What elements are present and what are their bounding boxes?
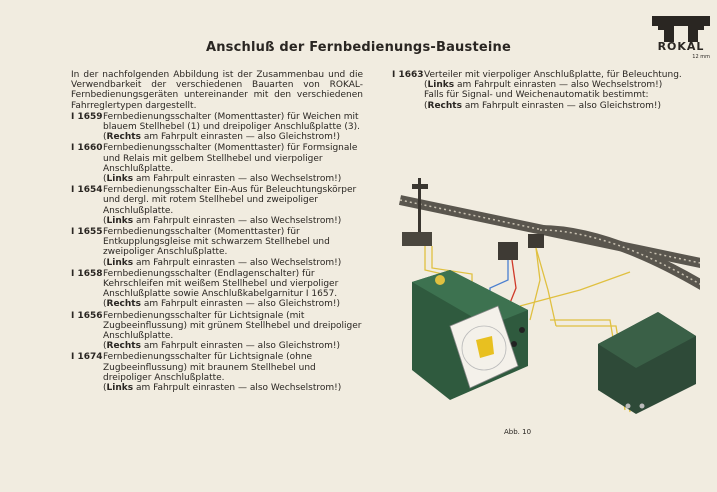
item-note-2: (Rechts am Fahrpult einrasten — also Gleichstrom!)	[424, 100, 662, 111]
signal-icon	[402, 178, 432, 246]
note-rest: am Fahrpult einrasten — also Wechselstrom!)	[454, 80, 663, 91]
item-text: Verteiler mit vierpoliger Anschlußplatte, für Beleuchtung.	[424, 70, 682, 80]
note-rest: am Fahrpult einrasten — also Wechselstrom!)	[133, 174, 342, 185]
item-text: Fernbedienungsschalter (Endlagenschalter) für Kehrschleifen mit weißem Stellhebel und vierpoliger Anschlußplatte sowie Anschlußkabelgarnitur I 1657.	[103, 268, 339, 300]
note-rest: am Fahrpult einrasten — also Wechselstrom!)	[133, 215, 342, 226]
item-body	[103, 227, 363, 268]
note-rest: am Fahrpult einrasten — also Gleichstrom!)	[140, 132, 341, 143]
item-note: (Rechts am Fahrpult einrasten — also Gleichstrom!)	[103, 132, 341, 143]
note-bold: Rechts	[106, 132, 141, 143]
list-item	[71, 185, 363, 226]
note-bold: Links	[106, 215, 134, 226]
item-text: Fernbedienungsschalter (Momenttaster) für Entkupplungsgleise mit schwarzem Stellhebel und zweipoliger Anschlußplatte.	[103, 227, 330, 258]
logo-sub: 12 mm	[692, 54, 710, 60]
item-note: (Links am Fahrpult einrasten — also Wechselstrom!)	[103, 174, 342, 185]
distributor-box	[598, 312, 696, 414]
item-number: I 1674	[71, 352, 103, 363]
wiring-illustration	[380, 170, 700, 420]
list-item	[71, 311, 363, 352]
item-body	[424, 70, 684, 111]
item-body	[103, 311, 363, 352]
item-body	[103, 269, 363, 310]
item-note: (Links am Fahrpult einrasten — also Wechselstrom!)	[103, 383, 342, 394]
item-text: Fernbedienungsschalter für Lichtsignale (mit Zugbeeinflussung) mit grünem Stellhebel und dreipoliger Anschlußplatte.	[103, 310, 362, 342]
list-item-distributor	[392, 70, 684, 111]
item-number: I 1663	[392, 70, 424, 80]
note-bold: Links	[427, 80, 455, 91]
list-item	[71, 112, 363, 143]
item-text: Fernbedienungsschalter für Lichtsignale (ohne Zugbeeinflussung) mit braunem Stellhebel und dreipoliger Anschlußplatte.	[103, 352, 316, 383]
item-text: Fernbedienungsschalter (Momenttaster) für Weichen mit blauem Stellhebel (1) und dreipoliger Anschlußplatte (3).	[103, 111, 360, 133]
note-rest: am Fahrpult einrasten — also Gleichstrom!)	[461, 100, 662, 111]
note-bold: Rechts	[106, 299, 141, 310]
left-column	[71, 70, 363, 394]
note-bold: Rechts	[427, 100, 462, 111]
item-note: (Rechts am Fahrpult einrasten — also Gleichstrom!)	[103, 299, 341, 310]
right-column	[392, 70, 684, 112]
intro-text: In der nachfolgenden Abbildung ist der Zusammenbau und die Verwendbarkeit der verschiedenen Bauarten von ROKAL-Fernbedienungsgeräten untereinander mit den verschiedenen Fahrreglertypen dargestellt.	[71, 70, 363, 111]
item-note-1: (Links am Fahrpult einrasten — also Wechselstrom!)	[424, 80, 663, 91]
list-item	[71, 143, 363, 184]
note-rest: am Fahrpult einrasten — also Gleichstrom!)	[140, 341, 341, 352]
item-note: (Rechts am Fahrpult einrasten — also Gleichstrom!)	[103, 341, 341, 352]
logo-name: ROKAL	[657, 40, 705, 53]
item-body	[103, 143, 363, 184]
item-text: Fernbedienungsschalter Ein-Aus für Beleuchtungskörper und dergl. mit rotem Stellhebel und zweipoliger Anschlußplatte.	[103, 185, 357, 216]
note-rest: am Fahrpult einrasten — also Gleichstrom!)	[140, 299, 341, 310]
page-title: Anschluß der Fernbedienungs-Bausteine	[205, 40, 512, 55]
note-bold: Links	[106, 174, 134, 185]
item-number: I 1659	[71, 111, 103, 122]
knob-icon	[435, 275, 445, 285]
item-number: I 1655	[71, 227, 103, 238]
list-item	[71, 227, 363, 268]
note-rest: am Fahrpult einrasten — also Wechselstrom!)	[133, 383, 342, 394]
item-number: I 1656	[71, 310, 103, 321]
list-item	[71, 352, 363, 393]
list-item	[71, 269, 363, 310]
control-panel	[412, 270, 528, 400]
item-list	[71, 112, 363, 393]
note-rest: am Fahrpult einrasten — also Wechselstrom!)	[133, 257, 342, 268]
relay-block	[498, 242, 518, 260]
item-number: I 1660	[71, 143, 103, 154]
note-bold: Links	[106, 257, 134, 268]
item-number: I 1658	[71, 268, 103, 279]
item-number: I 1654	[71, 185, 103, 196]
item-text: Fernbedienungsschalter (Momenttaster) für Formsignale und Relais mit gelbem Stellhebel und vierpoliger Anschlußplatte.	[103, 143, 358, 174]
rokal-logo	[650, 14, 712, 62]
item-body	[103, 185, 363, 226]
item-line-2: Falls für Signal- und Weichenautomatik bestimmt:	[424, 90, 649, 101]
item-body	[103, 352, 363, 393]
item-note: (Links am Fahrpult einrasten — also Wechselstrom!)	[103, 215, 342, 226]
item-note: (Links am Fahrpult einrasten — also Wechselstrom!)	[103, 257, 342, 268]
point-motor	[528, 234, 544, 248]
item-body	[103, 112, 363, 143]
note-bold: Rechts	[106, 341, 141, 352]
note-bold: Links	[106, 383, 134, 394]
figure-caption: Abb. 10	[504, 428, 532, 436]
